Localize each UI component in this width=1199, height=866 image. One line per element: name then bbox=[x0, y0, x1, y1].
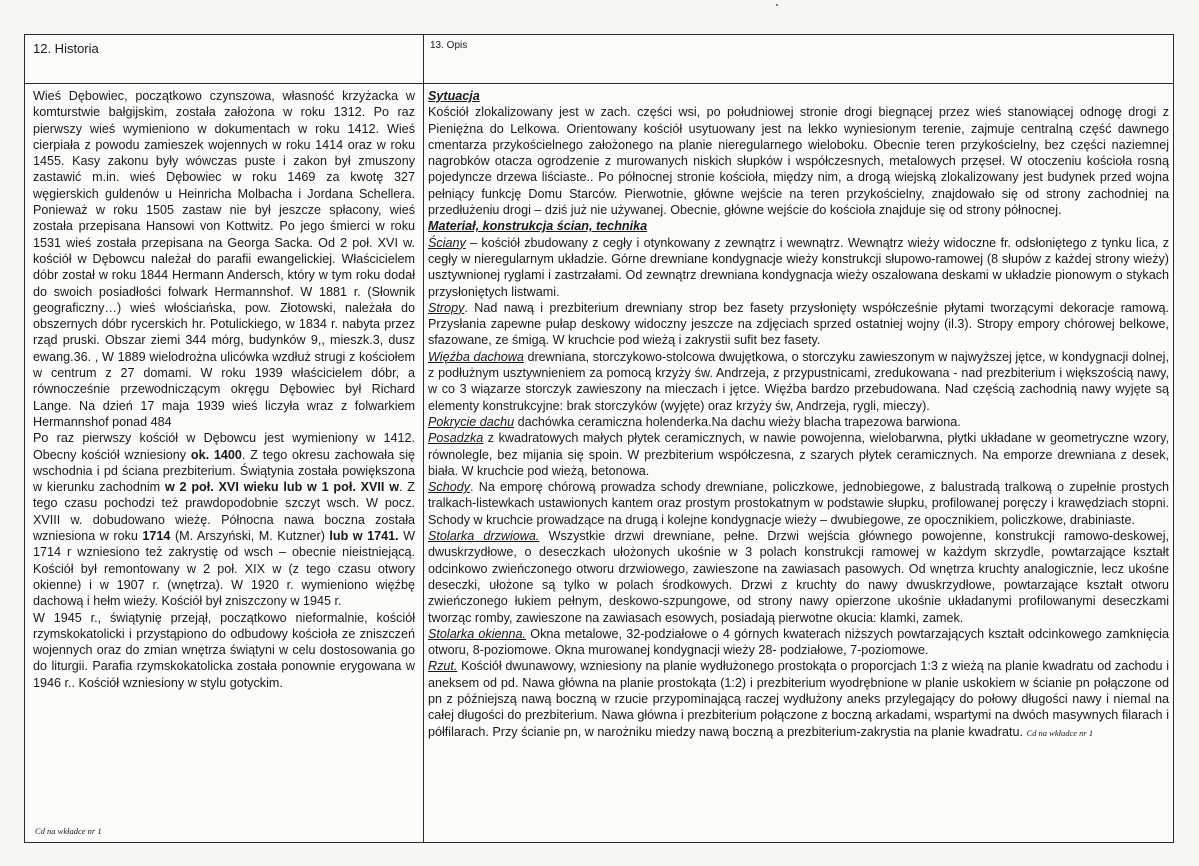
form-sheet bbox=[24, 34, 1174, 843]
item-roof-truss: Więźba dachowa drewniana, storczykowo-stolcowa dwujętkowa, o storczyku zawieszonym w najwyższej jętce, w kondygnacji dolnej, z podłużnym usztywnieniem za pomocą krzyży św. Andrzeja, z przypustnicami, zredukowana - nad prezbiterium i większością nawy, w co 3 wiązarze storczyk zawieszony na mieczach i jętce. Więźba bardzo przebudowana. Nad częścią zachodnią nawy wyjęte są elementy konstrukcyjne: brak storczyków (wyjęte) oraz krzyży św, Andrzeja, rygli, mieczy). bbox=[428, 349, 1169, 413]
situation-text: Kościół zlokalizowany jest w zach. części wsi, po południowej stronie drogi biegnącej przez wieś stanowiącej odnogę drogi z Pieniężna do Lelkowa. Orientowany kościół usytuowany jest na lekko wyniesionym terenie, zajmuje centralną część dawnego cmentarza przykościelnego założonego na planie nieregularnego wieloboku. Obecnie teren przykościelny, bez części naziemnej nagrobków otacza ogrodzenie z murowanych niskich słupków i współczesnych, metalowych przęseł. W otoczeniu kościoła rosną pojedyncze drzewa liściaste.. Po północnej stronie kościoła, między nim, a drogą wiejską zlokalizowany jest budynek przed wojna pełniący funkcję Domu Starców. Pierwotnie, główne wejście na teren przykościelny, znajdowało się od strony zachodniej na przedłużeniu drogi – dziś już nie używanej. Obecnie, główne wejście do kościoła znajduje się od strony północnej. bbox=[428, 105, 1169, 218]
history-paragraph-1: Wieś Dębowiec, początkowo czynszowa, własność krzyżacka w komturstwie bałgijskim, została założona w roku 1312. Po raz pierwszy wieś wymieniono w dokumentach w roku 1412. Wieś cierpiała z powodu zamieszek wojennych w roku 1414 oraz w roku 1455. Kasy zakonu były wówczas puste i zakon był zmuszony zastawić m.in. wieś Dębowiec w roku 1469 za kwotę 327 węgierskich guldenów u Heinricha Molbacha i Jordana Schellera. Ponieważ w roku 1505 zastaw nie był jeszcze spłacony, wieś została przepisana Hansowi von Kottwitz. Po jego śmierci w roku 1531 wieś została przepisana na Georga Sacka. Od 2 poł. XVI w. kościół w Dębowcu należał do parafii ewangelickiej. Właścicielem dóbr został w roku 1844 Hermann Andersch, który w tym roku dodał do swoich posiadłości folwark Hermannshof. W 1881 r. (Słownik geograficzny…) wieś włościańska, pow. Złotowski, należała do obszernych dóbr rycerskich hr. Potulickiego, w 1834 r. nabyta przez rząd pruski. Obszar ziemi 344 mórg, budynków 9,, mieszk.3, dusz ewang.36. , W 1889 wielodrożna ulicówka wzdłuż strugi z kościołem w centrum z 27 domami. W roku 1939 właścicielem dóbr, a równocześnie przewodniczącym okręgu Dębowiec był Richard Lange. Na dzień 17 maja 1939 wieś liczyła wraz z folwarkiem Hermannshof ponad 484 bbox=[33, 89, 415, 429]
column-divider bbox=[423, 35, 424, 842]
item-term: Stolarka drzwiowa. bbox=[428, 529, 540, 544]
history-continuation-note: Cd na wkładce nr 1 bbox=[35, 826, 102, 836]
item-ceilings: Stropy. Nad nawą i prezbiterium drewniany strop bez fasety przysłonięty współcześnie płytami tworzącymi dekoracje ramową. Przysłania zapewne pułap deskowy widoczny jeszcze na zdjęciach sprzed ostatniej wojny (il.3). Stropy empory chórowej belkowe, sfazowane, ze śmigą. W kruchcie pod wieżą i zakrystii sufit bez fasety. bbox=[428, 300, 1169, 348]
item-floor: Posadzka z kwadratowych małych płytek ceramicznych, w nawie powojenna, wielobarwna, płytki układane w geometryczne wzory, równolegle, bez mijania się spoin. W prezbiterium współczesna, z szarych płytek ceramicznych. Na emporze drewniana z desek, biała. W kruchcie pod wieżą, betonowa. bbox=[428, 431, 1169, 478]
history-paragraph-2: Po raz pierwszy kościół w Dębowcu jest wymieniony w 1412. Obecny kościół wzniesiony ok. 1400. Z tego okresu zachowała się wschodnia i pd ściana prezbiterium. Świątynia została powiększona w kierunku zachodnim w 2 poł. XVI wieku lub w 1 poł. XVII w. Z tego czasu pochodzi też prawdopodobnie szczyt wsch. W pocz. XVIII w. dobudowano wieżę. Północna nawa boczna została wzniesiona w roku 1714 (M. Arszyński, M. Kutzner) lub w 1741. W 1714 r wzniesiono też zakrystię od wsch – obecnie nieistniejącą. Kościół był remontowany w 2 poł. XIX w (z tego czasu otwory okienne) i w 1907 r. (wnętrza). W 1920 r. wymieniono więźbę dachową i hełm wieży. Kościół był zniszczony w 1945 r. bbox=[33, 431, 415, 609]
history-paragraph-3: W 1945 r., świątynię przejął, początkowo nieformalnie, kościół rzymskokatolicki i przystąpiono do odbudowy kościoła ze zniszczeń wojennych oraz do zmian wnętrza świątyni w celu dostosowania go do liturgii. Parafia rzymskokatolicka została ponownie erygowana w 1946 r.. Kościół wzniesiony w stylu gotyckim. bbox=[33, 610, 415, 690]
item-term: Schody bbox=[428, 480, 471, 495]
section-title-materials: Materiał, konstrukcja ścian, technika bbox=[428, 219, 648, 234]
history-header: 12. Historia bbox=[33, 41, 99, 56]
item-term: Rzut. bbox=[428, 659, 458, 674]
item-term: Ściany bbox=[428, 235, 466, 250]
item-term: Stolarka okienna. bbox=[428, 626, 527, 641]
history-column bbox=[33, 88, 415, 691]
item-stairs: Schody. Na emporę chórową prowadza schody drewniane, policzkowe, jednobiegowe, z balustradą tralkową o zupełnie prostych tralkach-listewkach ustawionych kantem oraz prostym prostokatnym w podstawie słupku, profilowanej poręczy i krawędziach stopni. Schody w kruchcie prowadzące na drugą i kolejne kondygnacje wieży – dwubiegowe, ze opocznikiem, policzkowe, drabiniaste. bbox=[428, 480, 1169, 527]
description-header: 13. Opis bbox=[430, 40, 468, 51]
item-door-joinery: Stolarka drzwiowa. Wszystkie drzwi drewniane, pełne. Drzwi wejścia głównego powojenne, konstrukcji ramowo-deskowej, dwuskrzydłowe, o deseczkach ułożonych ukośnie w 3 polach konstrukcji ramowej w każdym skrzydle, powtarzające kształt odcinkowo zwieńczonego otworu drzwiowego, zawieszone na zawiasach pasowych. Od wnętrza kruchty analogicznie, lecz ukośne deseczki, ułożone są tylko w polach środkowych. Drzwi z kruchty do nawy dwuskrzydłowe, powtarzające kształt otworu zwieńczonego łukiem pełnym, deskowo-szpungowe, od strony nawy opierzone ukośnie układanymi profilowanymi deseczkami tworząc romby, zawieszone na zawiasach esowych, posiadają pierwotne okucia: klamki, zamek. bbox=[428, 529, 1169, 625]
item-term: Stropy bbox=[428, 300, 465, 315]
description-column bbox=[428, 88, 1169, 741]
header-divider bbox=[25, 83, 1173, 84]
item-term: Posadzka bbox=[428, 431, 484, 446]
item-roofing: Pokrycie dachu dachówka ceramiczna holenderka.Na dachu wieży blacha trapezowa barwiona. bbox=[428, 414, 961, 429]
scan-speck bbox=[776, 4, 778, 6]
item-window-joinery: Stolarka okienna. Okna metalowe, 32-podziałowe o 4 górnych kwaterach niższych powtarzających kształt odcinkowego zamknięcia otworu, 8-poziomowe. Okna murowanej kondygnacji wieży 28- podziałowe, 7-poziomowe. bbox=[428, 626, 1169, 658]
item-walls: Ściany – kościół zbudowany z cegły i otynkowany z zewnątrz i wewnątrz. Wewnątrz wieży widoczne fr. odsłoniętego z tynku lica, z cegły w nieregularnym układzie. Górne drewniane kondygnacje wieży konstrukcji słupowo-ramowej (8 słupów z każdej strony wieży) usztywnionej ryglami i zastrzałami. Od zewnątrz drewniana kondygnacja wieży oszalowana deskami w układzie pionowym o stykach przysłoniętych listwami. bbox=[428, 235, 1169, 299]
item-plan: Rzut. Kościół dwunawowy, wzniesiony na planie wydłużonego prostokąta o proporcjach 1:3 z wieżą na planie kwadratu od zachodu i aneksem od pd. Nawa główna na planie prostokąta (1:2) i prezbiterium wyodrębnione w planie uskokiem w ścianie pn połączone od pn z późniejszą nawą boczną w rzucie przypominającą raczej wydłużony aneks przylegający do połowy długości nawy i niemal na całej długości do prezbiterium. Nawa główna i prezbiterium połączone z boczną arkadami, wspartymi na dwóch masywnych filarach i półfilarach. Przy ścianie pn, w narożniku miedzy nawą boczną a prezbiterium-zakrystia na planie kwadratu. Cd na wkładce nr 1 bbox=[428, 659, 1169, 739]
description-continuation-note: Cd na wkładce nr 1 bbox=[1026, 727, 1094, 738]
section-title-situation: Sytuacja bbox=[428, 89, 480, 103]
item-term: Więźba dachowa bbox=[428, 349, 524, 364]
item-term: Pokrycie dachu bbox=[428, 414, 515, 429]
